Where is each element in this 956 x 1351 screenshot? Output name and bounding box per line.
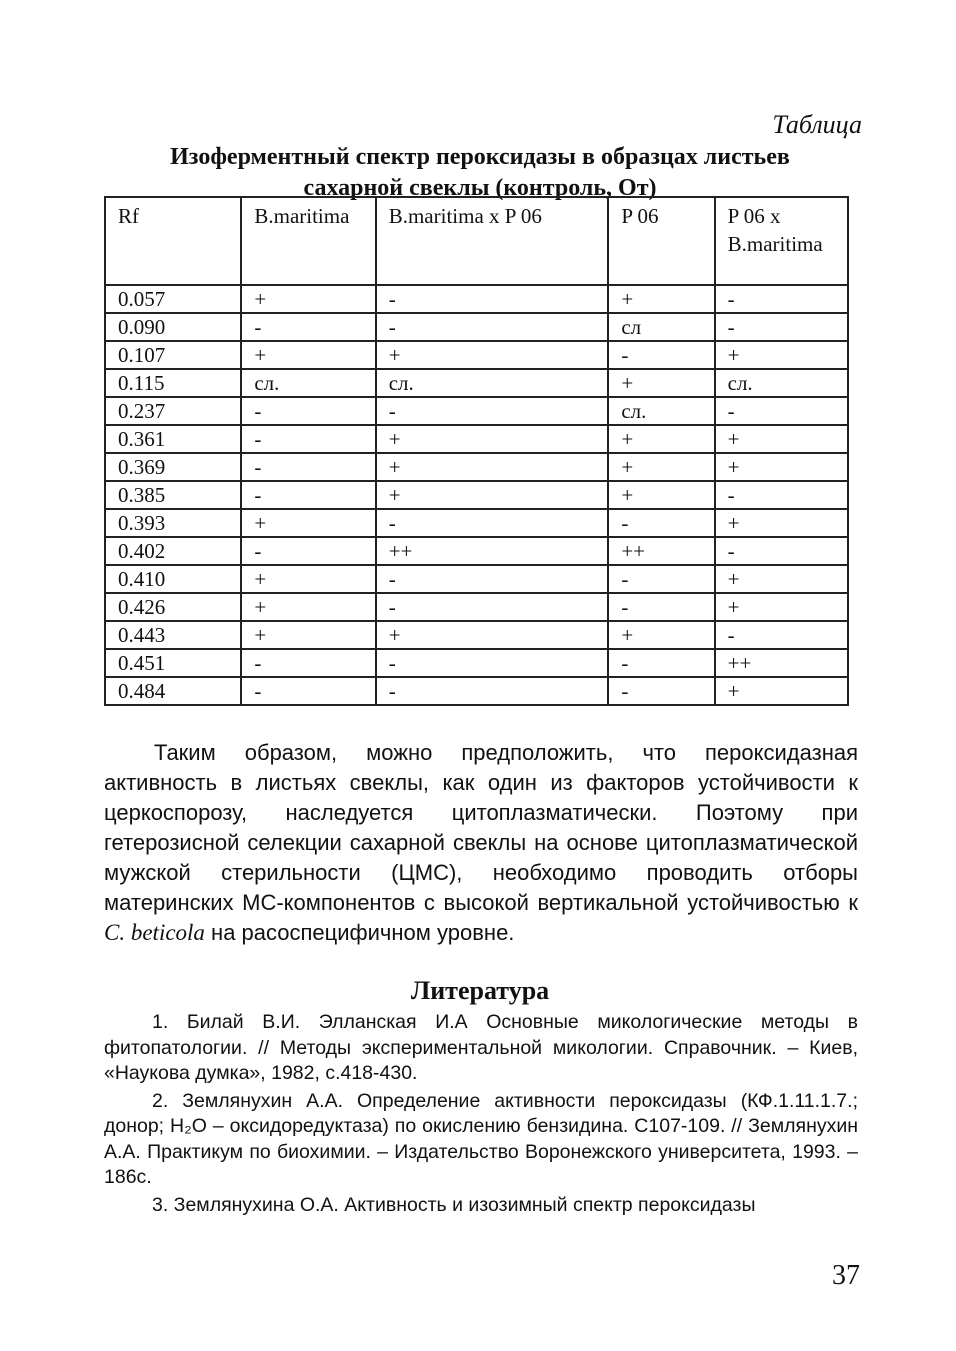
table-row [105, 677, 848, 705]
table-label: Таблица [772, 110, 862, 139]
reference-item-2: 2. Землянухин А.А. Определение активности пероксидазы (КФ.1.11.1.7.; донор; H₂O – оксидоредуктаза) по окислению бензидина. С107-109. // Землянухин А.А. Практикум по биохимии. – Издательство Воронежского университета, 1993. – 186с. [104, 1089, 858, 1188]
b-maritima-x-p06-cell: - [376, 509, 609, 537]
p06-cell: + [608, 425, 714, 453]
table-row [105, 341, 848, 369]
p06-cell: - [608, 509, 714, 537]
rf-cell: 0.426 [105, 593, 241, 621]
b-maritima-cell: - [241, 537, 375, 565]
rf-cell: 0.057 [105, 285, 241, 313]
rf-cell: 0.451 [105, 649, 241, 677]
rf-cell: 0.385 [105, 481, 241, 509]
p06-cell: - [608, 677, 714, 705]
reference-item-1: 1. Билай В.И. Элланская И.А Основные микологические методы в фитопатологии. // Методы экспериментальной микологии. Справочник. – Киев, «Наукова думка», 1982, с.418-430. [104, 1011, 858, 1084]
paragraph-text-after: на расоспецифичном уровне. [204, 920, 515, 945]
table-row [105, 565, 848, 593]
b-maritima-cell: - [241, 425, 375, 453]
b-maritima-cell: + [241, 593, 375, 621]
b-maritima-x-p06-cell: - [376, 313, 609, 341]
p06-cell: сл. [608, 397, 714, 425]
b-maritima-x-p06-cell: + [376, 621, 609, 649]
rf-cell: 0.090 [105, 313, 241, 341]
b-maritima-cell: + [241, 285, 375, 313]
b-maritima-x-p06-cell: - [376, 649, 609, 677]
b-maritima-x-p06-cell: - [376, 677, 609, 705]
table-row [105, 425, 848, 453]
table-row [105, 397, 848, 425]
table-row [105, 621, 848, 649]
table-body [105, 285, 848, 705]
page-number: 37 [832, 1260, 860, 1291]
b-maritima-x-p06-cell: + [376, 425, 609, 453]
p06-x-b-maritima-cell: - [715, 285, 848, 313]
table-row [105, 593, 848, 621]
table-title [100, 142, 860, 204]
b-maritima-cell: - [241, 453, 375, 481]
rf-cell: 0.393 [105, 509, 241, 537]
p06-cell: - [608, 593, 714, 621]
b-maritima-x-p06-cell: - [376, 593, 609, 621]
p06-x-b-maritima-cell: + [715, 453, 848, 481]
b-maritima-x-p06-cell: ++ [376, 537, 609, 565]
b-maritima-cell: - [241, 649, 375, 677]
rf-cell: 0.361 [105, 425, 241, 453]
header-b-maritima: B.maritima [241, 197, 375, 285]
b-maritima-x-p06-cell: сл. [376, 369, 609, 397]
reference-item-3: 3. Землянухина О.А. Активность и изозимный спектр пероксидазы [152, 1193, 756, 1216]
b-maritima-x-p06-cell: - [376, 397, 609, 425]
p06-x-b-maritima-cell: ++ [715, 649, 848, 677]
p06-x-b-maritima-cell: + [715, 593, 848, 621]
conclusion-paragraph [104, 738, 858, 948]
b-maritima-x-p06-cell: + [376, 341, 609, 369]
reference-list [104, 1010, 858, 1220]
table-row [105, 313, 848, 341]
table-title-line-1: Изоферментный спектр пероксидазы в образцах листьев [170, 144, 790, 170]
p06-x-b-maritima-cell: + [715, 677, 848, 705]
table-title-line-2: сахарной свеклы (контроль, Oт) [303, 175, 657, 201]
rf-cell: 0.443 [105, 621, 241, 649]
table-row [105, 649, 848, 677]
p06-x-b-maritima-cell: + [715, 509, 848, 537]
p06-cell: + [608, 369, 714, 397]
rf-cell: 0.410 [105, 565, 241, 593]
table-row [105, 537, 848, 565]
header-rf: Rf [105, 197, 241, 285]
table-row [105, 453, 848, 481]
p06-x-b-maritima-cell: - [715, 397, 848, 425]
paragraph-text-before: Таким образом, можно предположить, что пероксидазная активность в листьях свеклы, как один из факторов устойчивости к церкоспорозу, наследуется цитоплазматически. Поэтому при гетерозисной селекции сахарной свеклы на основе цитоплазматической мужской стерильности (ЦМС), необходимо проводить отборы материнских МС-компонентов с высокой вертикальной устойчивостью к [104, 740, 858, 915]
table-row [105, 481, 848, 509]
b-maritima-cell: + [241, 565, 375, 593]
paragraph-species-italic: C. beticola [104, 920, 205, 945]
b-maritima-cell: - [241, 481, 375, 509]
b-maritima-cell: + [241, 341, 375, 369]
rf-cell: 0.484 [105, 677, 241, 705]
header-p06-x-b-maritima: P 06 x B.maritima [715, 197, 848, 285]
table-row [105, 285, 848, 313]
p06-x-b-maritima-cell: сл. [715, 369, 848, 397]
p06-cell: + [608, 285, 714, 313]
b-maritima-x-p06-cell: + [376, 481, 609, 509]
p06-cell: - [608, 565, 714, 593]
p06-x-b-maritima-cell: - [715, 481, 848, 509]
rf-cell: 0.107 [105, 341, 241, 369]
p06-cell: + [608, 621, 714, 649]
b-maritima-cell: + [241, 621, 375, 649]
b-maritima-cell: - [241, 397, 375, 425]
p06-x-b-maritima-cell: - [715, 313, 848, 341]
p06-x-b-maritima-cell: - [715, 537, 848, 565]
p06-cell: + [608, 453, 714, 481]
literature-heading: Литература [410, 976, 550, 1005]
b-maritima-x-p06-cell: - [376, 565, 609, 593]
p06-cell: + [608, 481, 714, 509]
b-maritima-x-p06-cell: - [376, 285, 609, 313]
rf-cell: 0.369 [105, 453, 241, 481]
rf-cell: 0.402 [105, 537, 241, 565]
p06-x-b-maritima-cell: - [715, 621, 848, 649]
b-maritima-cell: + [241, 509, 375, 537]
p06-cell: - [608, 341, 714, 369]
p06-cell: ++ [608, 537, 714, 565]
b-maritima-cell: сл. [241, 369, 375, 397]
header-p06: P 06 [608, 197, 714, 285]
p06-cell: сл [608, 313, 714, 341]
p06-cell: - [608, 649, 714, 677]
table-row [105, 509, 848, 537]
p06-x-b-maritima-cell: + [715, 565, 848, 593]
table-row [105, 369, 848, 397]
p06-x-b-maritima-cell: + [715, 341, 848, 369]
isoenzyme-table [104, 196, 849, 706]
rf-cell: 0.237 [105, 397, 241, 425]
table-header-row [105, 197, 848, 285]
b-maritima-cell: - [241, 313, 375, 341]
b-maritima-x-p06-cell: + [376, 453, 609, 481]
rf-cell: 0.115 [105, 369, 241, 397]
header-b-maritima-x-p06: B.maritima x P 06 [376, 197, 609, 285]
p06-x-b-maritima-cell: + [715, 425, 848, 453]
b-maritima-cell: - [241, 677, 375, 705]
